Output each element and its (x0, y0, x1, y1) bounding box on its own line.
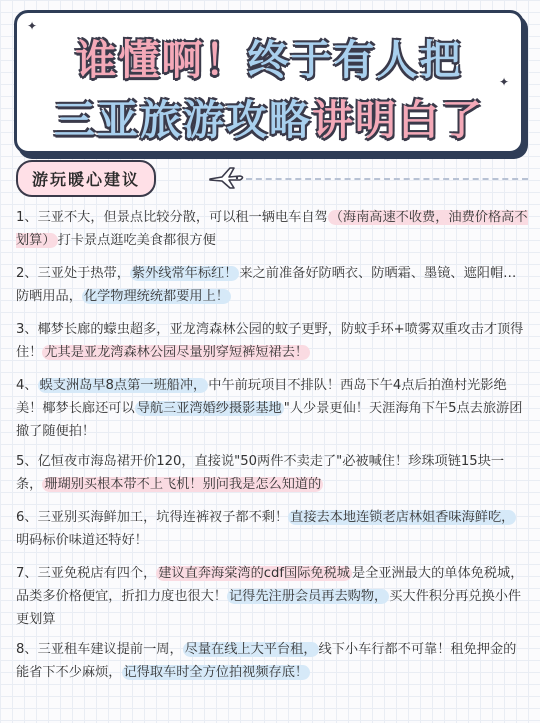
tip-paragraph (16, 206, 528, 252)
sparkle-icon: ✦ (498, 75, 509, 89)
title-part: 三亚旅游攻略 (54, 96, 312, 144)
title-line-2 (17, 87, 521, 146)
title-line-1 (17, 27, 521, 86)
section-label: 游玩暖心建议 (16, 160, 156, 197)
tip-text: 5、亿恒夜市海岛裙开价120，直接说"50两件不卖走了"必被喊住！珍珠项链15块一条， (16, 454, 505, 492)
tip-text: 1、三亚不大，但景点比较分散，可以租一辆电车自驾 (16, 210, 328, 225)
tip-paragraph (16, 506, 528, 552)
tip-text: 中午前玩项目不排队！西岛下午4点后拍渔村光影绝美！椰梦长廊还可以 (16, 378, 507, 416)
tip-paragraph (16, 638, 528, 684)
highlighted-text: 珊瑚别买根本带不上飞机！别问我是怎么知道的 (44, 477, 322, 492)
tip-text: 2、三亚处于热带， (16, 266, 130, 281)
tip-text: 8、三亚租车建议提前一周， (16, 642, 183, 657)
highlighted-text: 尽量在线上大平台租， (184, 642, 317, 657)
title-part: 终于有人把 (247, 36, 463, 84)
tip-text: 线下小车行都不可靠！租免押金的能省下不少麻烦， (16, 642, 517, 680)
highlighted-text: 蜈支洲岛早8点第一班船冲， (39, 378, 207, 393)
airplane-icon (208, 165, 246, 191)
title-part: 讲明白了 (312, 96, 484, 144)
tip-text: 是全亚洲最大的单体免税城，品类多价格便宜，折扣力度也很大！ (16, 566, 524, 604)
tip-text: 6、三亚别买海鲜加工，坑得连裤衩子都不剩！ (16, 510, 289, 525)
tip-text: 买大件积分再兑换小件更划算 (16, 589, 522, 627)
highlighted-text: 尤其是亚龙湾森林公园尽量别穿短裤短裙去！ (44, 345, 309, 360)
tip-text: 明码标价味道还特好！ (16, 533, 148, 548)
title-card (14, 10, 524, 154)
tip-paragraph (16, 318, 528, 364)
tip-paragraph (16, 374, 528, 443)
highlighted-text: 导航三亚湾婚纱摄影基地 (136, 401, 282, 416)
highlighted-text: 记得取车时全方位拍视频存底！ (123, 665, 309, 680)
tip-text: 打卡景点逛吃美食都很方便 (57, 233, 216, 248)
dashed-flight-trail (246, 178, 528, 180)
highlighted-text: 记得先注册会员再去购物， (229, 589, 388, 604)
highlighted-text: 直接去本地连锁老店林姐香味海鲜吃， (290, 510, 515, 525)
tip-text: 3、椰梦长廊的蠓虫超多，亚龙湾森林公园的蚊子更野，防蚊手环+喷雾双重攻击才顶得住！ (16, 322, 524, 360)
tip-paragraph (16, 262, 528, 308)
tip-paragraph (16, 562, 528, 631)
highlighted-text: （海南高速不收费，油费价格高不划算） (16, 210, 528, 248)
title-part: 谁懂啊！ (75, 36, 248, 84)
tip-paragraph (16, 450, 528, 496)
highlighted-text: 紫外线常年标红！ (131, 266, 238, 281)
highlighted-text: 化学物理统统都要用上！ (83, 289, 229, 304)
tip-text: 7、三亚免税店有四个， (16, 566, 157, 581)
tip-text: 4、 (16, 378, 38, 393)
tip-text: "人少景更仙！天涯海角下午5点去旅游团撤了随便拍！ (16, 401, 523, 439)
tip-text: 来之前准备好防晒衣、防晒霜、墨镜、遮阳帽…防晒用品， (16, 266, 517, 304)
sparkle-icon: ✦ (27, 19, 38, 33)
highlighted-text: 建议直奔海棠湾的cdf国际免税城 (158, 566, 350, 581)
